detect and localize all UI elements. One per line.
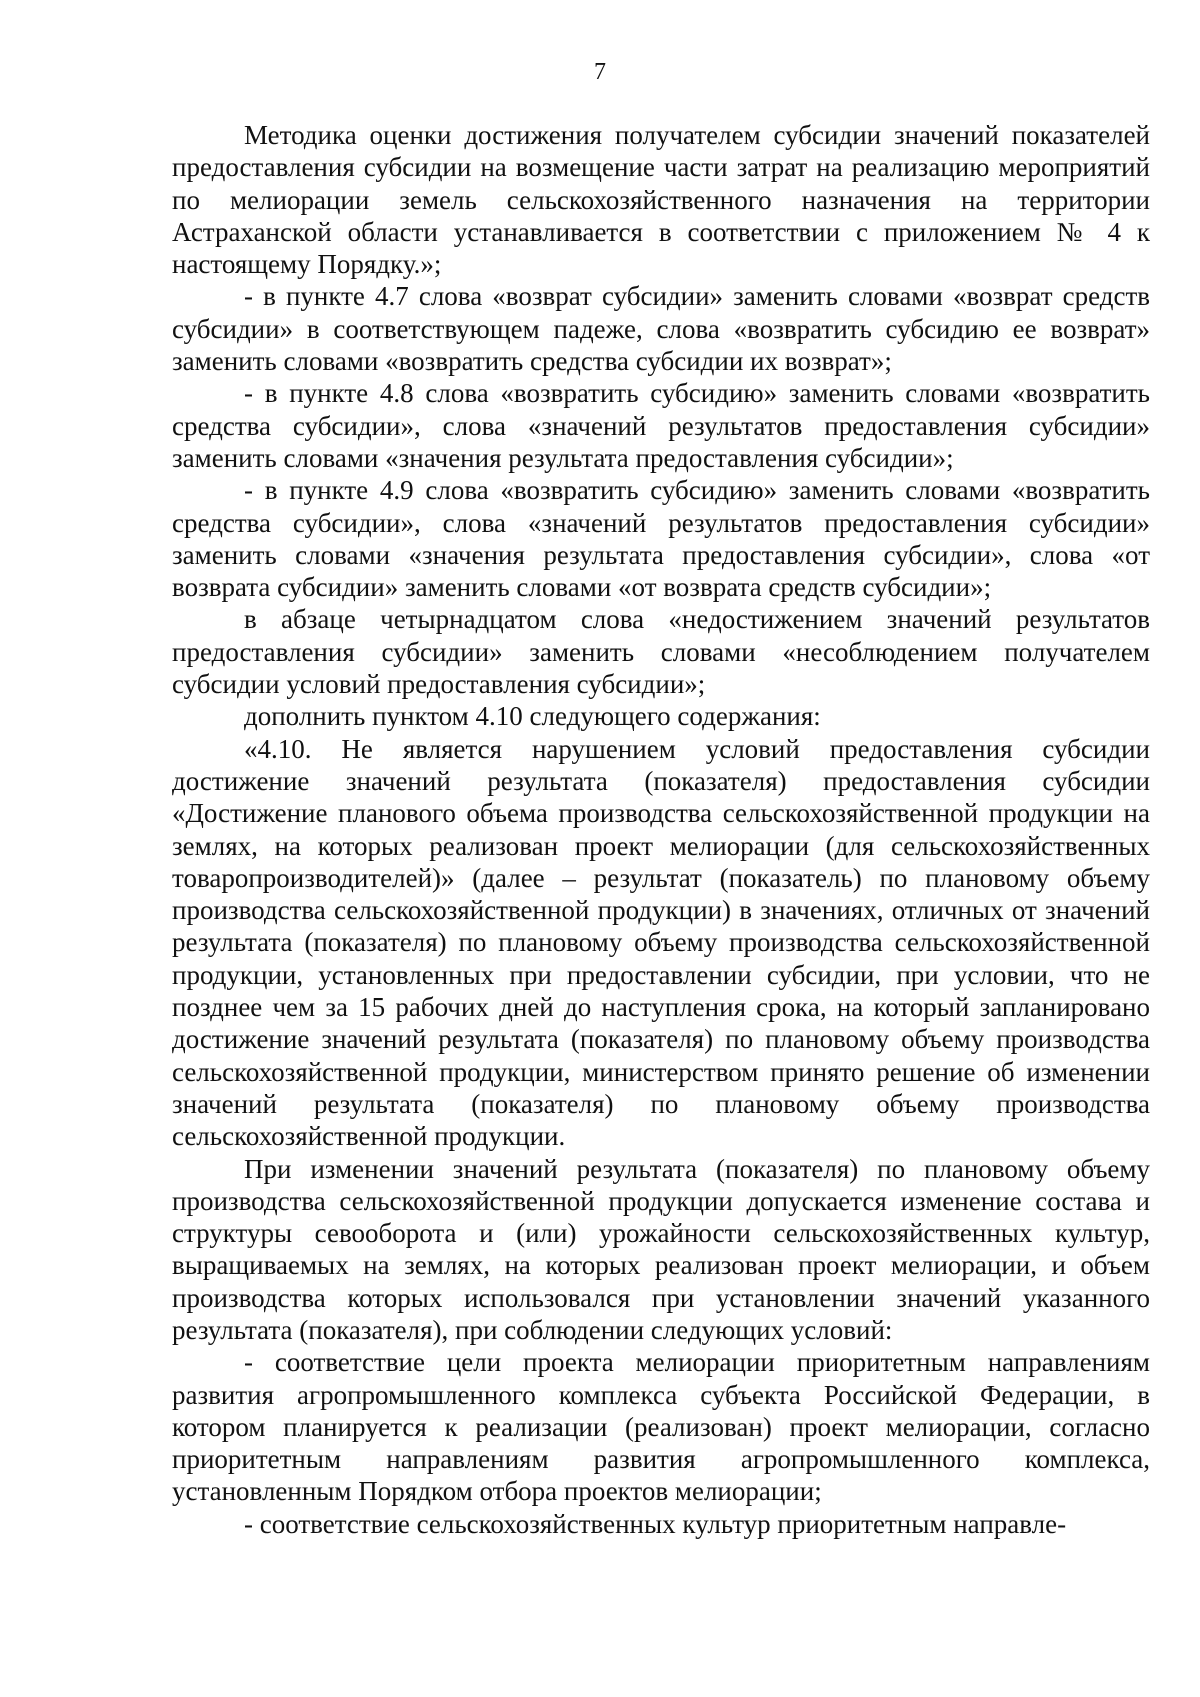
paragraph-condition-2: - соответствие сельскохозяйственных культур приоритетным направле- bbox=[244, 1508, 1067, 1539]
paragraph-fourteenth-abzac: в абзаце четырнадцатом слова «недостижением значений результатов предоставления субсидии» заменить словами «несоблюдением получателем субсидии условий предоставления субсидии»; bbox=[172, 604, 1150, 700]
document-body bbox=[172, 119, 1150, 1540]
paragraph-methodology: Методика оценки достижения получателем субсидии значений показателей предоставления субсидии на возмещение части затрат на реализацию мероприятий по мелиорации земель сельскохозяйственного назначения на территории Астраханской области устанавливается в соответствии с приложением № 4 к настоящему Порядку.»; bbox=[172, 120, 1150, 280]
paragraph-4-10-text: «4.10. Не является нарушением условий предоставления субсидии достижение значений результата (показателя) предоставления субсидии «Достижение планового объема производства сельскохозяйственной продукции на землях, на которых реализован проект мелиорации (для сельскохозяйственных товаропроизводителей)» (далее – результат (показатель) по плановому объему производства сельскохозяйственной продукции) в значениях, отличных от значений результата (показателя) по плановому объему производства сельскохозяйственной продукции, установленных при предоставлении субсидии, при условии, что не позднее чем за 15 рабочих дней до наступления срока, на который запланировано достижение значений результата (показателя) по плановому объему производства сельскохозяйственной продукции, министерством принято решение об изменении значений результата (показателя) по плановому объему производства сельскохозяйственной продукции. bbox=[172, 733, 1150, 1152]
paragraph-item-4-8: - в пункте 4.8 слова «возвратить субсидию» заменить словами «возвратить средства субсидии», слова «значений результатов предоставления субсидии» заменить словами «значения результата предоставления субсидии»; bbox=[172, 378, 1150, 473]
paragraph-item-4-7: - в пункте 4.7 слова «возврат субсидии» заменить словами «возврат средств субсидии» в соответствующем падеже, слова «возвратить субсидию ее возврат» заменить словами «возвратить средства субсидии их возврат»; bbox=[172, 281, 1150, 377]
page-number: 7 bbox=[594, 59, 606, 85]
paragraph-condition-1: - соответствие цели проекта мелиорации приоритетным направлениям развития агропромышленного комплекса субъекта Российской Федерации, в котором планируется к реализации (реализован) проект мелиорации, согласно приоритетным направлениям развития агропромышленного комплекса, установленным Порядком отбора проектов мелиорации; bbox=[172, 1347, 1150, 1507]
paragraph-add-4-10: дополнить пунктом 4.10 следующего содержания: bbox=[244, 701, 821, 732]
paragraph-change-conditions: При изменении значений результата (показателя) по плановому объему производства сельскохозяйственной продукции допускается изменение состава и структуры севооборота и (или) урожайности сельскохозяйственных культур, выращиваемых на землях, на которых реализован проект мелиорации, и объем производства которых использовался при установлении значений указанного результата (показателя), при соблюдении следующих условий: bbox=[172, 1153, 1150, 1345]
paragraph-item-4-9: - в пункте 4.9 слова «возвратить субсидию» заменить словами «возвратить средства субсидии», слова «значений результатов предоставления субсидии» заменить словами «значения результата предоставления субсидии», слова «от возврата субсидии» заменить словами «от возврата средств субсидии»; bbox=[172, 475, 1150, 603]
